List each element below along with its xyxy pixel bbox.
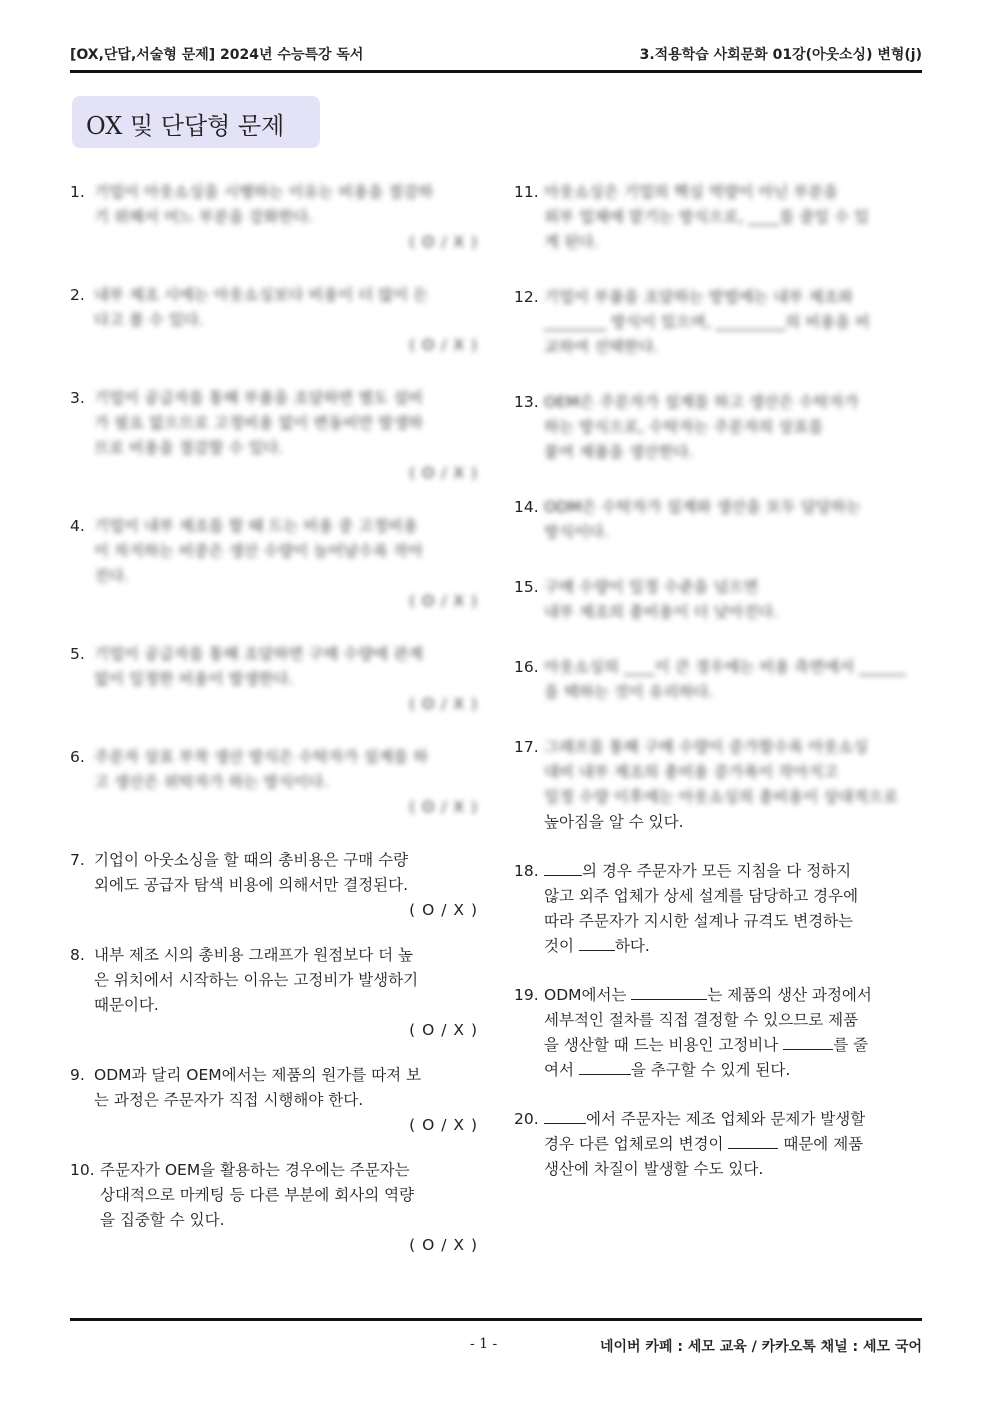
question-line: 다고 볼 수 있다.: [94, 311, 204, 329]
question-line: 기 위해서 어느 부분을 강화한다.: [94, 208, 314, 226]
question-number: 10.: [70, 1161, 95, 1179]
question-line: 진다.: [94, 567, 129, 585]
question-number: 6.: [70, 748, 85, 766]
page-number: - 1 -: [470, 1336, 498, 1352]
question-line: 하는 방식으로, 수탁자는 주문자의 상표를: [544, 418, 824, 436]
question-body: [544, 859, 922, 959]
ox-answer-choice: ( O / X ): [409, 592, 478, 610]
question-item: [514, 1107, 922, 1182]
footer-channel-info: 네이버 카페 : 세모 교육 / 카카오톡 채널 : 세모 국어: [599, 1339, 922, 1355]
question-item: [70, 943, 478, 1043]
question-line: 기업이 아웃소싱을 할 때의 총비용은 구매 수량: [94, 851, 409, 869]
ox-answer-choice: ( O / X ): [409, 901, 478, 919]
question-line: 을 택하는 것이 유리하다.: [544, 683, 714, 701]
question-line: 없이 일정한 비용이 발생한다.: [94, 670, 294, 688]
question-item: [514, 655, 922, 705]
question-line: 방식이다.: [544, 523, 609, 541]
question-body: [94, 848, 478, 898]
question-item: [70, 386, 478, 486]
question-line: 고 생산은 위탁자가 하는 방식이다.: [94, 773, 329, 791]
question-text: ODM에서는: [544, 986, 632, 1004]
answer-blank: [544, 859, 582, 876]
section-title-box: [72, 96, 320, 148]
question-item: [70, 1158, 478, 1258]
footer-divider: [70, 1318, 922, 1321]
question-item: [70, 283, 478, 358]
question-number: 3.: [70, 389, 85, 407]
question-line: 내부 제조 시에는 아웃소싱보다 비용이 더 많이 든: [94, 286, 428, 304]
question-body: [94, 1063, 478, 1113]
ox-answer-choice: ( O / X ): [409, 336, 478, 354]
question-body: [544, 1107, 922, 1182]
question-line: [544, 1033, 922, 1058]
question-text: 을 추구할 수 있게 된다.: [630, 1061, 791, 1079]
answer-blank: [631, 983, 707, 1000]
question-body: [544, 655, 922, 705]
question-body: [94, 745, 478, 795]
question-line: OEM은 주문자가 설계를 하고 생산은 수탁자가: [544, 393, 859, 411]
question-body: [544, 180, 922, 255]
question-number: 5.: [70, 645, 85, 663]
question-number: 18.: [514, 862, 539, 880]
question-line: 때문이다.: [94, 996, 159, 1014]
ox-answer-choice: ( O / X ): [409, 798, 478, 816]
question-text: 때문에 제품: [778, 1135, 864, 1153]
question-item: [514, 735, 922, 835]
question-line: [544, 1132, 922, 1157]
header-divider: [70, 70, 922, 73]
question-line: 기업이 공급자를 통해 부품을 조달하면 별도 설비: [94, 389, 424, 407]
question-item: [70, 180, 478, 255]
question-number: 17.: [514, 738, 539, 756]
question-body: [94, 943, 478, 1018]
question-item: [70, 514, 478, 614]
question-line: 게 된다.: [544, 233, 599, 251]
question-line: 기업이 아웃소싱을 시행하는 이유는 비용을 절감하: [94, 183, 434, 201]
question-line: 외에도 공급자 탐색 비용에 의해서만 결정된다.: [94, 876, 409, 894]
question-body: [94, 283, 478, 333]
question-item: [514, 859, 922, 959]
question-line: [544, 1157, 922, 1182]
question-line: 가 필요 없으므로 고정비용 없이 변동비만 발생하: [94, 414, 424, 432]
question-body: [94, 514, 478, 589]
header-left-title: [OX,단답,서술형 문제] 2024년 수능특강 독서: [70, 47, 364, 63]
question-item: [70, 745, 478, 820]
left-question-column: [70, 180, 478, 1258]
question-line: 세부적인 절차를 직접 결정할 수 있으므로 제품: [544, 1011, 859, 1029]
question-body: [544, 285, 922, 360]
question-line: 않고 외주 업체가 상세 설계를 담당하고 경우에: [544, 887, 859, 905]
question-text: 에서 주문자는 제조 업체와 문제가 발생할: [586, 1110, 866, 1128]
section-title: OX 및 단답형 문제: [86, 112, 285, 140]
question-line: 외부 업체에 맡기는 방식으로, ____를 줄일 수 있: [544, 208, 869, 226]
question-body: [544, 983, 922, 1083]
question-line: 내부 제조의 총비용이 더 낮아진다.: [544, 603, 779, 621]
question-line: [544, 859, 922, 884]
ox-answer-choice: ( O / X ): [409, 695, 478, 713]
question-line: ODM은 수탁자가 설계와 생산을 모두 담당하는: [544, 498, 861, 516]
question-text: 생산에 차질이 발생할 수도 있다.: [544, 1160, 764, 1178]
question-item: [514, 495, 922, 545]
question-number: 8.: [70, 946, 85, 964]
question-line: 은 위치에서 시작하는 이유는 고정비가 발생하기: [94, 971, 419, 989]
answer-blank: [783, 1033, 833, 1050]
question-item: [514, 180, 922, 255]
question-number: 13.: [514, 393, 539, 411]
ox-answer-choice: ( O / X ): [409, 464, 478, 482]
question-text: 을 생산할 때 드는 비용인 고정비나: [544, 1036, 784, 1054]
question-line: 주문자 상표 부착 생산 방식은 수탁자가 설계를 하: [94, 748, 428, 766]
question-line: 상대적으로 마케팅 등 다른 부분에 회사의 역량: [100, 1186, 415, 1204]
question-body: [94, 642, 478, 692]
answer-blank: [579, 934, 615, 951]
question-item: [70, 1063, 478, 1138]
question-line: 주문자가 OEM을 활용하는 경우에는 주문자는: [100, 1161, 410, 1179]
question-line: 는 과정은 주문자가 직접 시행해야 한다.: [94, 1091, 364, 1109]
question-item: [70, 848, 478, 923]
question-number: 20.: [514, 1110, 539, 1128]
answer-blank: [579, 1058, 631, 1075]
answer-blank: [544, 1107, 586, 1124]
question-line: 따라 주문자가 지시한 설계나 규격도 변경하는: [544, 912, 854, 930]
ox-answer-choice: ( O / X ): [409, 233, 478, 251]
question-body: [100, 1158, 478, 1233]
question-line: 높아짐을 알 수 있다.: [544, 813, 684, 831]
question-text: 를 줄: [833, 1036, 869, 1054]
question-line: 붙여 제품을 생산한다.: [544, 443, 694, 461]
question-line: 이 차지하는 비중은 생산 수량이 늘어날수록 작아: [94, 542, 424, 560]
question-item: [514, 285, 922, 360]
question-body: [544, 575, 922, 625]
ox-answer-choice: ( O / X ): [409, 1021, 478, 1039]
question-text: 는 제품의 생산 과정에서: [707, 986, 872, 1004]
question-line: 그래프를 통해 구매 수량이 증가할수록 아웃소싱: [544, 738, 869, 756]
question-item: [514, 983, 922, 1083]
question-body: [544, 495, 922, 545]
question-line: ODM과 달리 OEM에서는 제품의 원가를 따져 보: [94, 1066, 422, 1084]
question-text: 것이: [544, 937, 579, 955]
question-line: [544, 934, 922, 959]
question-line: 구매 수량이 일정 수준을 넘으면: [544, 578, 759, 596]
question-number: 7.: [70, 851, 85, 869]
question-number: 4.: [70, 517, 85, 535]
question-text: 여서: [544, 1061, 579, 1079]
header-right-title: 3.적용학습 사회문화 01강(아웃소싱) 변형(j): [639, 47, 922, 63]
question-number: 15.: [514, 578, 539, 596]
question-line: 아웃소싱의 ____이 큰 경우에는 비용 측면에서 ______: [544, 658, 906, 676]
page-header: [70, 44, 922, 66]
question-number: 16.: [514, 658, 539, 676]
question-line: 내부 제조 시의 총비용 그래프가 원점보다 더 높: [94, 946, 413, 964]
question-line: [544, 1058, 922, 1083]
question-number: 11.: [514, 183, 539, 201]
question-line: 일정 수량 이후에는 아웃소싱의 총비용이 상대적으로: [544, 788, 899, 806]
question-body: [544, 735, 922, 810]
question-line: [544, 1107, 922, 1132]
question-item: [514, 390, 922, 465]
question-number: 1.: [70, 183, 85, 201]
question-number: 2.: [70, 286, 85, 304]
question-body: [544, 390, 922, 465]
question-line: 기업이 부품을 조달하는 방법에는 내부 제조와: [544, 288, 854, 306]
ox-answer-choice: ( O / X ): [409, 1116, 478, 1134]
question-item: [70, 642, 478, 717]
question-number: 14.: [514, 498, 539, 516]
question-number: 19.: [514, 986, 539, 1004]
question-line: 기업이 내부 제조를 할 때 드는 비용 중 고정비용: [94, 517, 418, 535]
question-line: 교하여 선택한다.: [544, 338, 659, 356]
question-text: 의 경우 주문자가 모든 지침을 다 정하지: [582, 862, 852, 880]
question-text: 하다.: [614, 937, 650, 955]
question-line: 므로 비용을 절감할 수 있다.: [94, 439, 284, 457]
answer-blank: [728, 1132, 778, 1149]
question-text: 경우 다른 업체로의 변경이: [544, 1135, 729, 1153]
question-line: 대비 내부 제조의 총비용 증가폭이 작아지고: [544, 763, 839, 781]
question-number: 12.: [514, 288, 539, 306]
question-item: [514, 575, 922, 625]
question-body: [94, 386, 478, 461]
question-body: [94, 180, 478, 230]
question-line: ________ 방식이 있으며, _________의 비용을 비: [544, 313, 871, 331]
right-question-column: [514, 180, 922, 1182]
question-number: 9.: [70, 1066, 85, 1084]
question-line: 을 집중할 수 있다.: [100, 1211, 225, 1229]
question-line: 아웃소싱은 기업의 핵심 역량이 아닌 부분을: [544, 183, 839, 201]
ox-answer-choice: ( O / X ): [409, 1236, 478, 1254]
question-line: [544, 983, 922, 1008]
question-line: 기업이 공급자를 통해 조달하면 구매 수량에 관계: [94, 645, 424, 663]
